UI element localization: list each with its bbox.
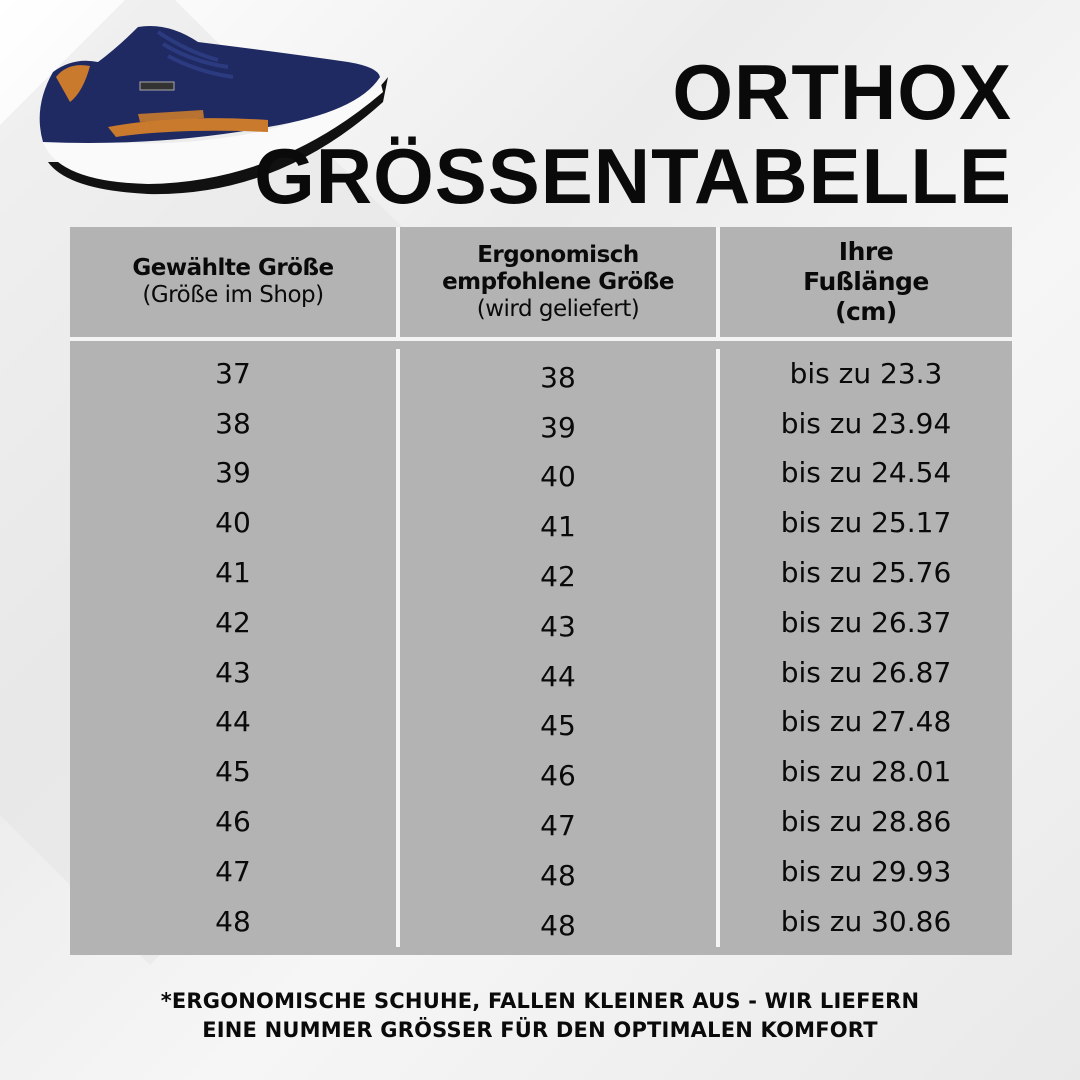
selected-size-cell <box>70 747 396 797</box>
recommended-size-cell-text: 39 <box>540 410 576 444</box>
selected-size-cell <box>70 548 396 598</box>
page-title: GRÖSSENTABELLE <box>254 132 1012 220</box>
recommended-size-cell <box>396 598 720 648</box>
table-row <box>70 797 1012 847</box>
foot-length-cell <box>720 498 1012 548</box>
foot-length-cell-text: bis zu 29.93 <box>780 854 952 888</box>
selected-size-cell <box>70 648 396 698</box>
foot-length-cell-text: bis zu 27.48 <box>780 705 952 739</box>
size-table <box>70 227 1012 955</box>
selected-size-cell-text: 42 <box>215 605 251 639</box>
foot-length-cell <box>720 847 1012 897</box>
selected-size-cell <box>70 797 396 847</box>
recommended-size-cell <box>396 548 720 598</box>
foot-length-cell-text: bis zu 23.3 <box>789 356 943 390</box>
table-row <box>70 548 1012 598</box>
selected-size-cell-text: 48 <box>215 904 251 938</box>
selected-size-cell <box>70 349 396 399</box>
selected-size-cell-text: 37 <box>215 356 251 390</box>
foot-length-cell <box>720 598 1012 648</box>
table-row <box>70 747 1012 797</box>
recommended-size-cell-text: 42 <box>540 560 576 594</box>
recommended-size-cell <box>396 498 720 548</box>
recommended-size-cell-text: 41 <box>540 510 576 544</box>
header-foot-length: Ihre Fußlänge (cm) <box>720 227 1012 337</box>
table-header-row <box>70 227 1012 337</box>
selected-size-cell-text: 40 <box>215 506 251 540</box>
foot-length-cell-text: bis zu 26.87 <box>780 655 952 689</box>
recommended-size-cell <box>396 747 720 797</box>
foot-length-cell <box>720 648 1012 698</box>
recommended-size-cell-text: 48 <box>540 908 576 942</box>
table-row <box>70 349 1012 399</box>
selected-size-cell-text: 47 <box>215 854 251 888</box>
foot-length-cell <box>720 698 1012 748</box>
recommended-size-cell <box>396 797 720 847</box>
foot-length-cell <box>720 797 1012 847</box>
recommended-size-cell <box>396 648 720 698</box>
foot-length-cell-text: bis zu 28.86 <box>780 805 952 839</box>
selected-size-cell-text: 44 <box>215 705 251 739</box>
foot-length-cell-text: bis zu 25.17 <box>780 506 952 540</box>
selected-size-cell <box>70 598 396 648</box>
footnote-line: EINE NUMMER GRÖSSER FÜR DEN OPTIMALEN KOMFORT <box>202 1018 878 1042</box>
recommended-size-cell <box>396 698 720 748</box>
selected-size-cell-text: 43 <box>215 655 251 689</box>
table-row <box>70 648 1012 698</box>
selected-size-cell-text: 46 <box>215 805 251 839</box>
table-row <box>70 598 1012 648</box>
header-selected-size: Gewählte Größe (Größe im Shop) <box>70 227 396 337</box>
recommended-size-cell <box>396 847 720 897</box>
table-row <box>70 449 1012 499</box>
foot-length-cell <box>720 449 1012 499</box>
recommended-size-cell <box>396 399 720 449</box>
recommended-size-cell <box>396 449 720 499</box>
table-row <box>70 399 1012 449</box>
selected-size-cell <box>70 498 396 548</box>
recommended-size-cell-text: 43 <box>540 609 576 643</box>
table-row <box>70 847 1012 897</box>
foot-length-cell <box>720 897 1012 947</box>
footnote-line: *ERGONOMISCHE SCHUHE, FALLEN KLEINER AUS - WIR LIEFERN <box>160 989 920 1013</box>
foot-length-cell-text: bis zu 23.94 <box>780 406 952 440</box>
foot-length-cell <box>720 349 1012 399</box>
selected-size-cell <box>70 399 396 449</box>
recommended-size-cell <box>396 897 720 947</box>
recommended-size-cell-text: 38 <box>540 360 576 394</box>
foot-length-cell-text: bis zu 25.76 <box>780 556 952 590</box>
brand-title: ORTHOX <box>672 48 1012 136</box>
table-row <box>70 897 1012 947</box>
recommended-size-cell <box>396 349 720 399</box>
footnote <box>0 987 1080 1045</box>
selected-size-cell <box>70 449 396 499</box>
recommended-size-cell-text: 44 <box>540 659 576 693</box>
table-row <box>70 498 1012 548</box>
recommended-size-cell-text: 46 <box>540 759 576 793</box>
foot-length-cell-text: bis zu 28.01 <box>780 755 952 789</box>
foot-length-cell-text: bis zu 30.86 <box>780 904 952 938</box>
foot-length-cell <box>720 747 1012 797</box>
table-body <box>70 341 1012 955</box>
recommended-size-cell-text: 40 <box>540 460 576 494</box>
selected-size-cell-text: 45 <box>215 755 251 789</box>
recommended-size-cell-text: 47 <box>540 809 576 843</box>
foot-length-cell <box>720 548 1012 598</box>
table-row <box>70 698 1012 748</box>
selected-size-cell-text: 38 <box>215 406 251 440</box>
selected-size-cell <box>70 897 396 947</box>
selected-size-cell-text: 39 <box>215 456 251 490</box>
selected-size-cell-text: 41 <box>215 556 251 590</box>
foot-length-cell-text: bis zu 24.54 <box>780 456 952 490</box>
header-recommended-size: Ergonomisch empfohlene Größe (wird geliefert) <box>396 227 720 337</box>
recommended-size-cell-text: 45 <box>540 709 576 743</box>
foot-length-cell-text: bis zu 26.37 <box>780 605 952 639</box>
foot-length-cell <box>720 399 1012 449</box>
recommended-size-cell-text: 48 <box>540 858 576 892</box>
selected-size-cell <box>70 847 396 897</box>
title-block <box>254 50 1012 218</box>
selected-size-cell <box>70 698 396 748</box>
